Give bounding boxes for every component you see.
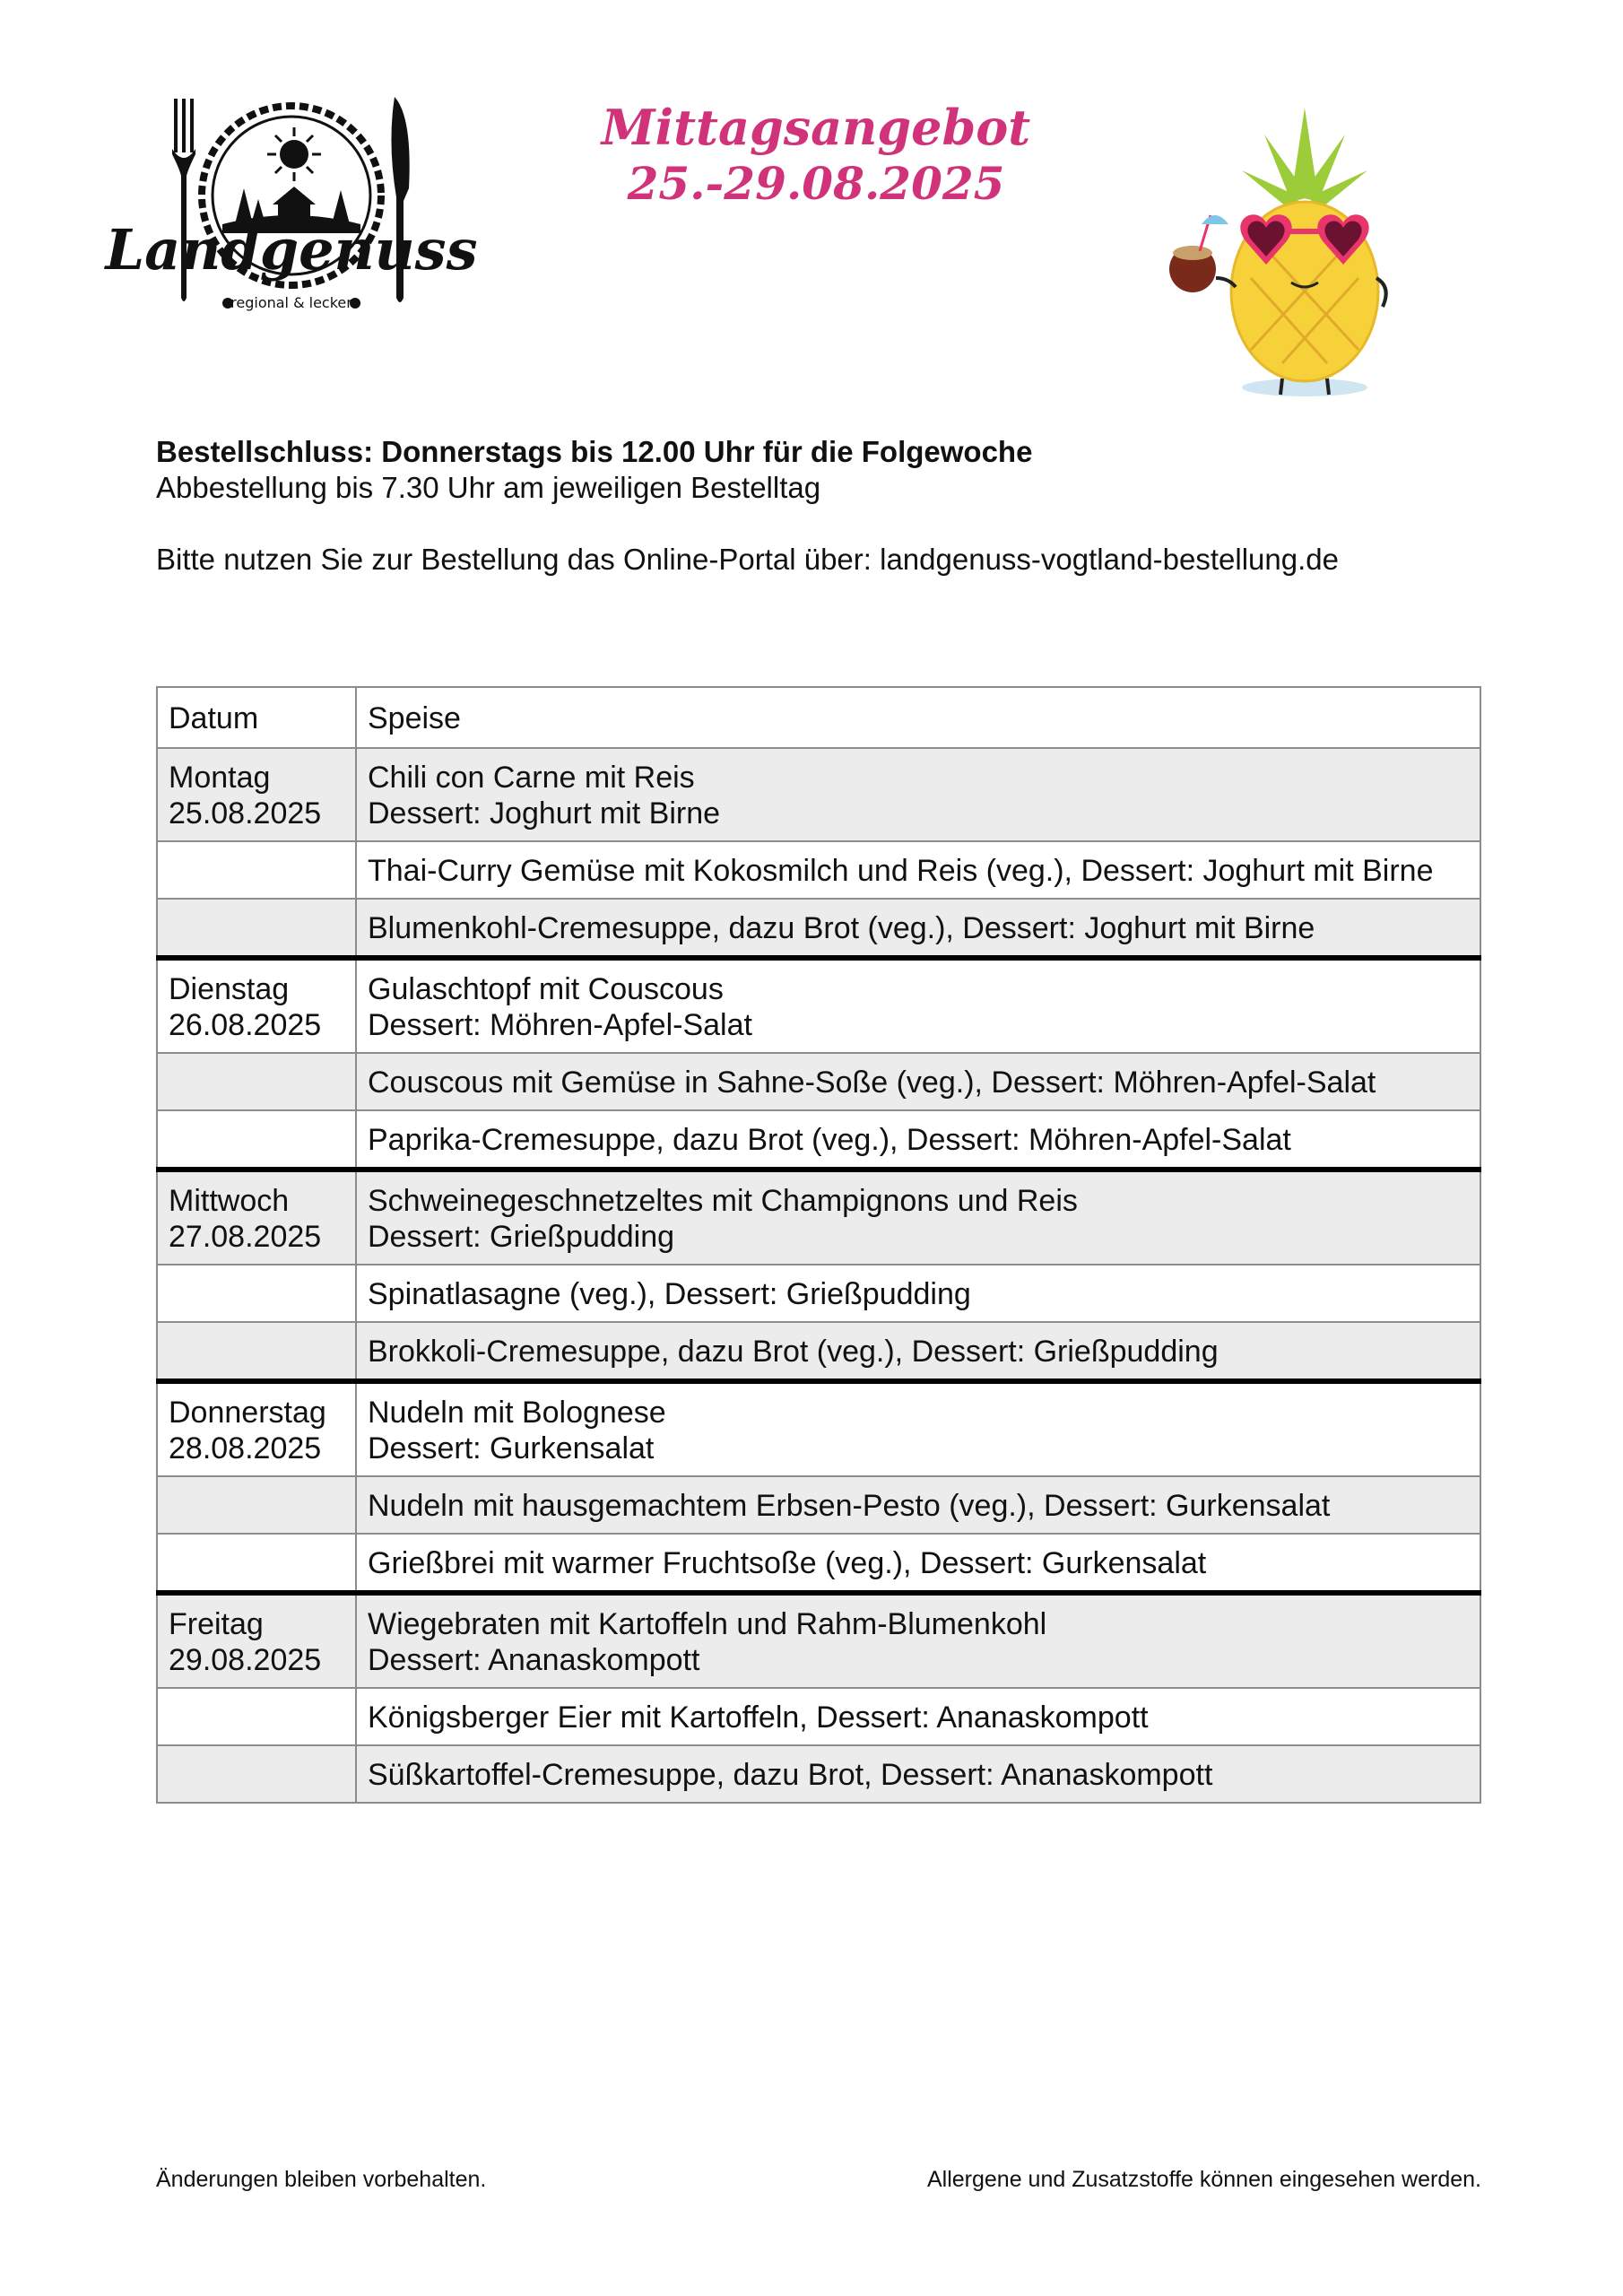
dish-cell: Nudeln mit hausgemachtem Erbsen-Pesto (veg.), Dessert: Gurkensalat — [356, 1476, 1480, 1534]
dish-cell — [356, 1593, 1480, 1688]
dish-cell: Paprika-Cremesuppe, dazu Brot (veg.), Dessert: Möhren-Apfel-Salat — [356, 1110, 1480, 1170]
dish-cell: Brokkoli-Cremesuppe, dazu Brot (veg.), Dessert: Grießpudding — [356, 1322, 1480, 1381]
date-range: 25.-29.08.2025 — [627, 157, 1005, 210]
footer-disclaimer: Änderungen bleiben vorbehalten. — [156, 2167, 487, 2192]
main-dessert: Dessert: Joghurt mit Birne — [368, 796, 721, 831]
day-cell-empty — [157, 1053, 356, 1110]
day-cell — [157, 1170, 356, 1265]
main-dish: Nudeln mit Bolognese — [368, 1396, 666, 1430]
table-row — [157, 1110, 1480, 1170]
dish-cell: Königsberger Eier mit Kartoffeln, Dessert: Ananaskompott — [356, 1688, 1480, 1745]
table-row — [157, 958, 1480, 1053]
table-row — [157, 1688, 1480, 1745]
page-title-block — [502, 99, 1130, 212]
day-date: 29.08.2025 — [169, 1643, 322, 1677]
main-dish: Schweinegeschnetzeltes mit Champignons und Reis — [368, 1184, 1078, 1218]
sun-icon — [267, 127, 321, 181]
table-row — [157, 1593, 1480, 1688]
order-info — [156, 434, 1339, 578]
main-dish: Chili con Carne mit Reis — [368, 761, 695, 795]
dish-cell — [356, 1381, 1480, 1476]
table-row — [157, 1053, 1480, 1110]
table-row — [157, 1534, 1480, 1593]
day-date: 26.08.2025 — [169, 1008, 322, 1042]
page-title: Mittagsangebot — [601, 99, 1031, 156]
footer-allergen-note: Allergene und Zusatzstoffe können eingesehen werden. — [926, 2167, 1481, 2192]
day-cell-empty — [157, 1745, 356, 1803]
day-name: Freitag — [169, 1607, 264, 1641]
day-cell-empty — [157, 1322, 356, 1381]
day-cell-empty — [157, 1476, 356, 1534]
day-date: 27.08.2025 — [169, 1220, 322, 1254]
table-row — [157, 1381, 1480, 1476]
day-name: Mittwoch — [169, 1184, 290, 1218]
day-date: 28.08.2025 — [169, 1431, 322, 1465]
day-cell — [157, 1593, 356, 1688]
table-row — [157, 1476, 1480, 1534]
main-dessert: Dessert: Ananaskompott — [368, 1643, 700, 1677]
order-deadline: Bestellschluss: Donnerstags bis 12.00 Uhr für die Folgewoche — [156, 435, 1033, 468]
table-row — [157, 1745, 1480, 1803]
main-dish: Wiegebraten mit Kartoffeln und Rahm-Blumenkohl — [368, 1607, 1047, 1641]
pineapple-mascot-icon — [1157, 99, 1417, 404]
table-row — [157, 1170, 1480, 1265]
dish-cell: Grießbrei mit warmer Fruchtsoße (veg.), Dessert: Gurkensalat — [356, 1534, 1480, 1593]
table-row — [157, 899, 1480, 958]
day-cell — [157, 1381, 356, 1476]
day-name: Donnerstag — [169, 1396, 326, 1430]
day-cell-empty — [157, 1534, 356, 1593]
column-header-dish: Speise — [356, 687, 1480, 748]
logo-graphic — [105, 90, 478, 323]
day-cell-empty — [157, 899, 356, 958]
landgenuss-logo — [105, 90, 478, 323]
day-cell-empty — [157, 841, 356, 899]
table-row — [157, 1322, 1480, 1381]
dish-cell: Spinatlasagne (veg.), Dessert: Grießpudding — [356, 1265, 1480, 1322]
main-dessert: Dessert: Grießpudding — [368, 1220, 675, 1254]
day-date: 25.08.2025 — [169, 796, 322, 831]
day-name: Montag — [169, 761, 271, 795]
dish-cell — [356, 958, 1480, 1053]
portal-note: Bitte nutzen Sie zur Bestellung das Online-Portal über: landgenuss-vogtland-bestellung.de — [156, 543, 1339, 576]
table-header-row — [157, 687, 1480, 748]
day-cell — [157, 958, 356, 1053]
day-cell-empty — [157, 1688, 356, 1745]
dish-cell — [356, 1170, 1480, 1265]
day-name: Dienstag — [169, 972, 290, 1006]
day-cell-empty — [157, 1265, 356, 1322]
dish-cell: Blumenkohl-Cremesuppe, dazu Brot (veg.), Dessert: Joghurt mit Birne — [356, 899, 1480, 958]
day-cell — [157, 748, 356, 841]
logo-wordmark: Landgenuss — [105, 217, 478, 283]
logo-tagline: regional & lecker — [230, 294, 352, 311]
dish-cell: Thai-Curry Gemüse mit Kokosmilch und Reis (veg.), Dessert: Joghurt mit Birne — [356, 841, 1480, 899]
dish-cell: Couscous mit Gemüse in Sahne-Soße (veg.), Dessert: Möhren-Apfel-Salat — [356, 1053, 1480, 1110]
dish-cell: Süßkartoffel-Cremesuppe, dazu Brot, Dessert: Ananaskompott — [356, 1745, 1480, 1803]
main-dessert: Dessert: Möhren-Apfel-Salat — [368, 1008, 752, 1042]
column-header-date: Datum — [157, 687, 356, 748]
menu-table — [156, 686, 1481, 1804]
table-row — [157, 1265, 1480, 1322]
main-dish: Gulaschtopf mit Couscous — [368, 972, 724, 1006]
cancellation-note: Abbestellung bis 7.30 Uhr am jeweiligen Bestelltag — [156, 471, 821, 504]
main-dessert: Dessert: Gurkensalat — [368, 1431, 655, 1465]
table-row — [157, 748, 1480, 841]
table-row — [157, 841, 1480, 899]
day-cell-empty — [157, 1110, 356, 1170]
dish-cell — [356, 748, 1480, 841]
